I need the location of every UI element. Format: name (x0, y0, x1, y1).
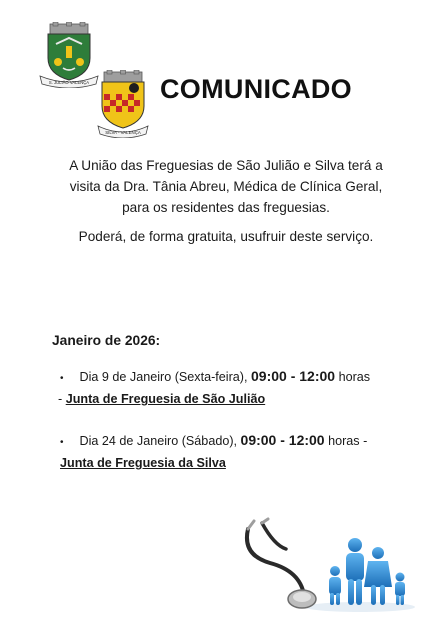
intro-text (30, 155, 422, 255)
stethoscope-family-illustration-icon (240, 515, 415, 615)
schedule-suffix: horas - (328, 434, 368, 448)
schedule-heading: Janeiro de 2026: (52, 333, 161, 348)
intro-line-1: A União das Freguesias de São Julião e Silva terá a (69, 158, 383, 173)
intro-line-4: Poderá, de forma gratuita, usufruir deste serviço. (78, 229, 374, 244)
schedule-time: 09:00 - 12:00 (251, 368, 336, 384)
schedule-item (60, 430, 420, 473)
schedule-suffix: horas (338, 370, 371, 384)
page-title: COMUNICADO (160, 74, 352, 104)
intro-line-3: para os residentes das freguesias. (122, 200, 330, 215)
schedule-location: Junta de Freguesia de São Julião (65, 392, 266, 406)
schedule-location: Junta de Freguesia da Silva (60, 456, 226, 470)
schedule-time: 09:00 - 12:00 (240, 432, 325, 448)
schedule-dash: - (58, 392, 63, 406)
schedule-item (60, 366, 420, 409)
crest2-ribbon-text: SILVA - VALENÇA (105, 130, 141, 135)
bullet-icon: • (60, 373, 64, 384)
silva-crest-icon (90, 70, 156, 138)
schedule-date: Dia 9 de Janeiro (Sexta-feira), (79, 370, 248, 384)
intro-line-2: visita da Dra. Tânia Abreu, Médica de Clínica Geral, (69, 179, 383, 194)
crest1-ribbon-text: S. JULIÃO VALENÇA (48, 80, 90, 85)
schedule-date: Dia 24 de Janeiro (Sábado), (79, 434, 238, 448)
bullet-icon: • (60, 437, 64, 448)
